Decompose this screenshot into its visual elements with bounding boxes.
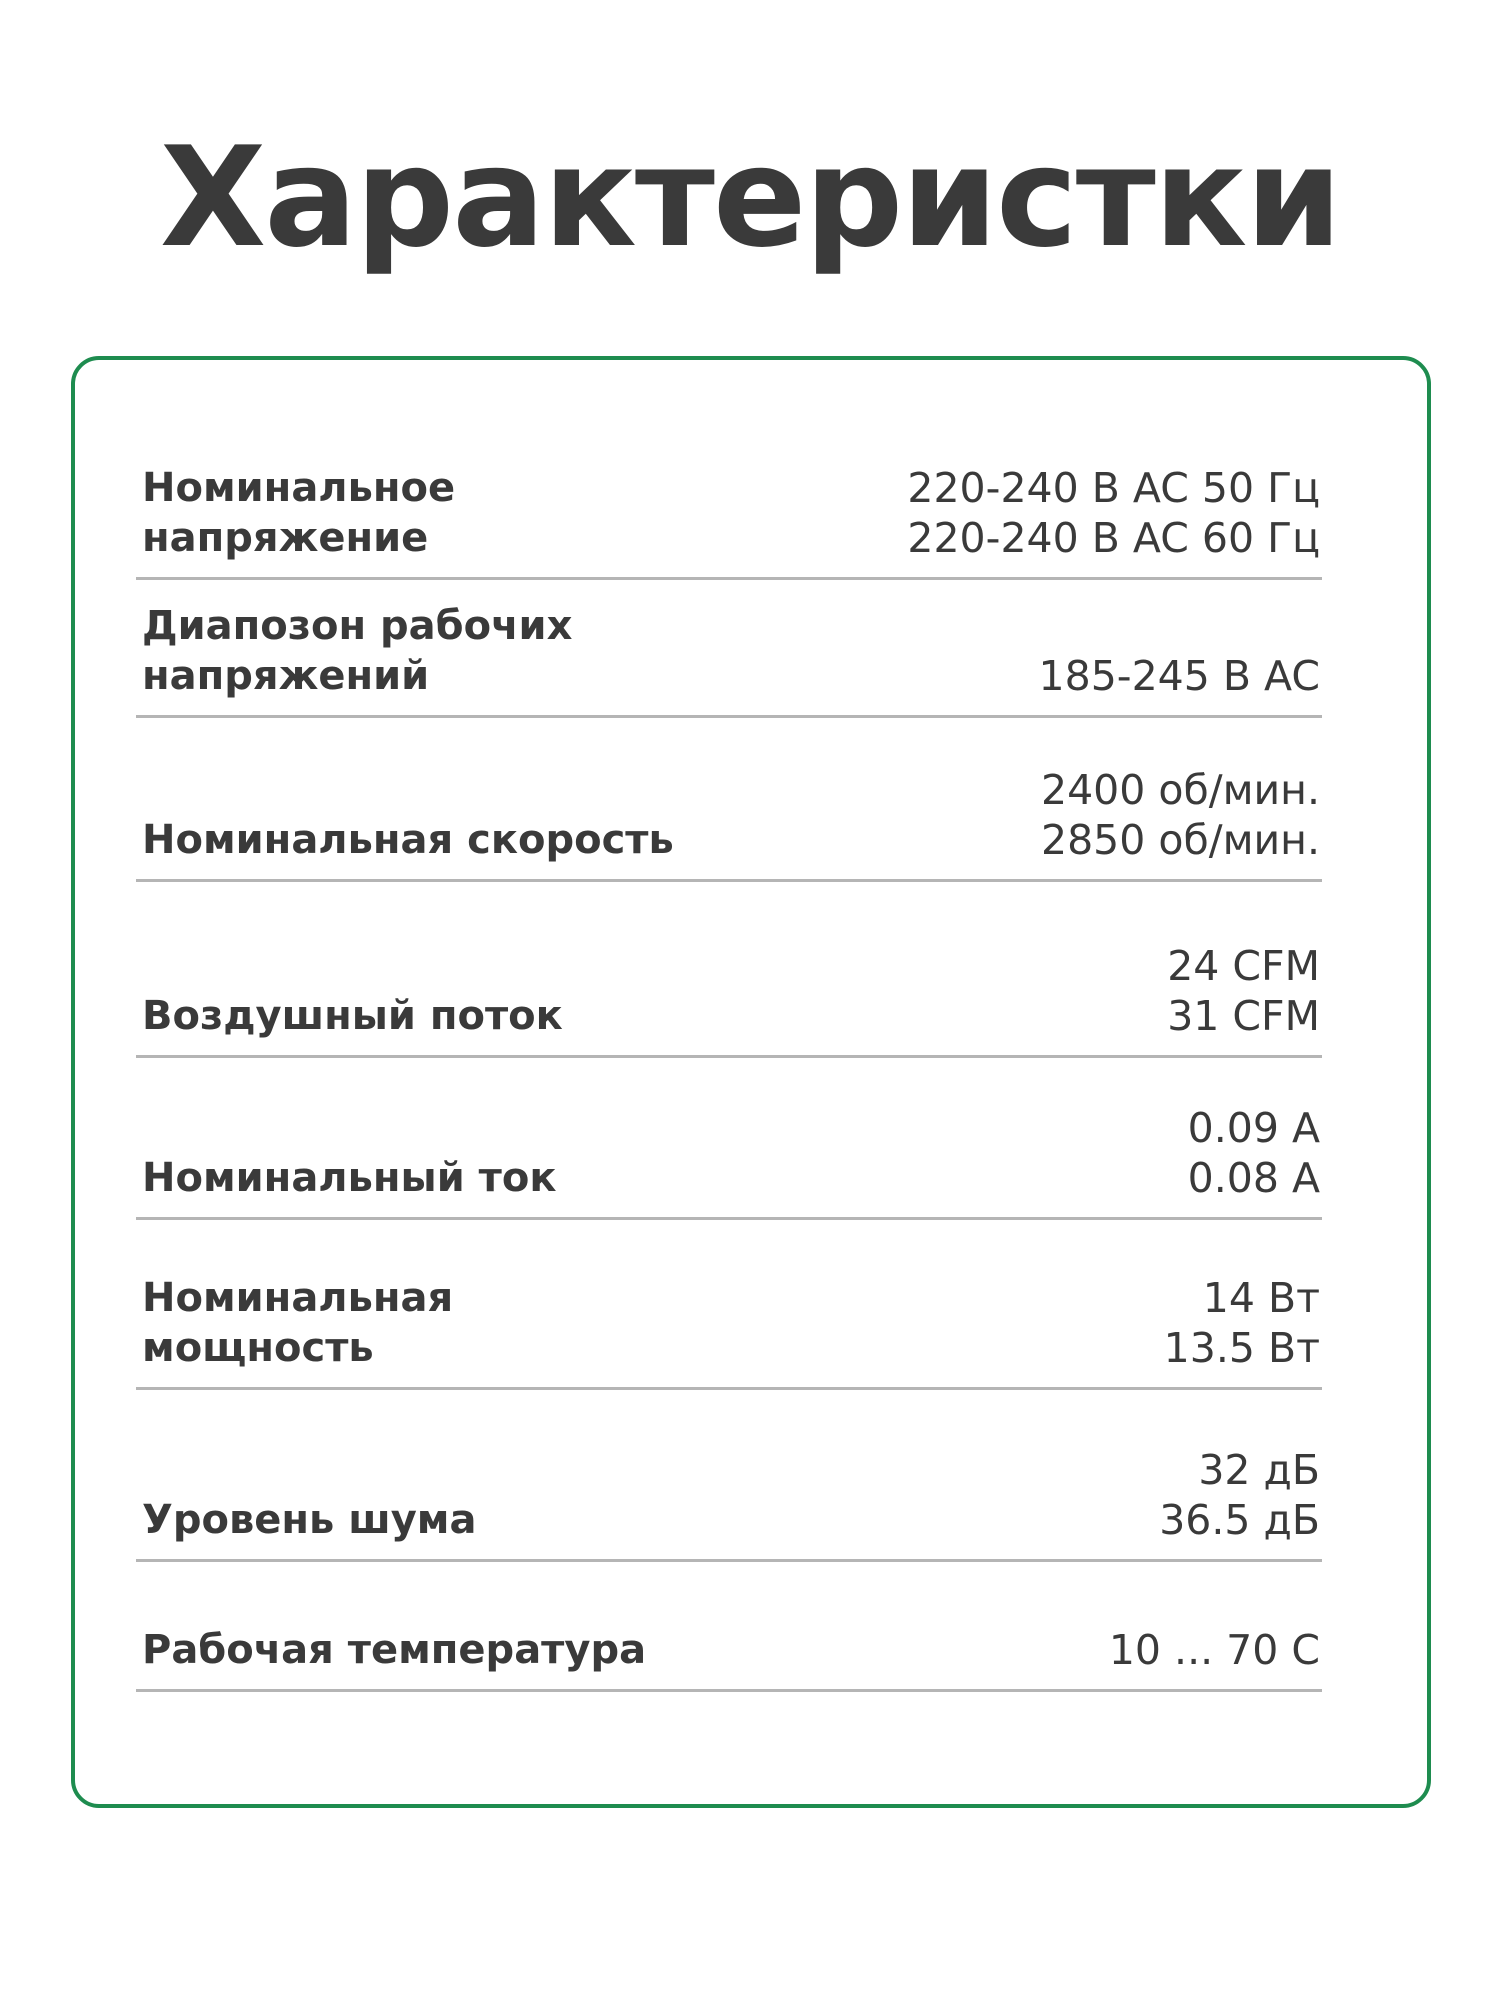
spec-value-line: 24 CFM (1167, 942, 1320, 990)
spec-label-line: Номинальный ток (142, 1155, 557, 1201)
spec-label (142, 815, 674, 865)
spec-value-line: 31 CFM (1167, 992, 1320, 1040)
spec-value (1041, 765, 1320, 865)
spec-value-line: 220-240 В AC 50 Гц (907, 464, 1320, 512)
spec-label-line: Номинальное (142, 465, 456, 511)
spec-label-line: Номинальная скорость (142, 817, 674, 863)
spec-row-rated-speed (136, 718, 1322, 882)
spec-value-line: 220-240 В AC 60 Гц (907, 514, 1320, 562)
spec-value-line: 14 Вт (1202, 1274, 1320, 1322)
spec-value (907, 463, 1320, 563)
spec-value (1164, 1273, 1320, 1373)
spec-value-line: 36.5 дБ (1159, 1496, 1320, 1544)
spec-row-airflow (136, 882, 1322, 1058)
spec-label (142, 463, 455, 563)
spec-row-rated-voltage (136, 420, 1322, 580)
spec-label (142, 601, 572, 701)
spec-row-rated-power (136, 1220, 1322, 1390)
spec-label-line: Диапозон рабочих (142, 603, 573, 649)
spec-row-rated-current (136, 1058, 1322, 1220)
spec-label-line: Уровень шума (142, 1497, 477, 1543)
spec-value (1188, 1103, 1320, 1203)
spec-label-line: мощность (142, 1325, 374, 1371)
spec-row-operating-voltage-range (136, 580, 1322, 718)
spec-label-line: Воздушный поток (142, 993, 563, 1039)
spec-value-line: 185-245 В AC (1038, 652, 1320, 700)
spec-value-line: 32 дБ (1198, 1446, 1320, 1494)
spec-label (142, 1495, 477, 1545)
spec-row-operating-temperature (136, 1562, 1322, 1692)
spec-value-line: 2400 об/мин. (1041, 766, 1320, 814)
spec-label-line: напряжение (142, 515, 429, 561)
spec-label-line: Номинальная (142, 1275, 454, 1321)
spec-row-noise-level (136, 1390, 1322, 1562)
spec-value-line: 13.5 Вт (1163, 1324, 1320, 1372)
spec-value (1159, 1445, 1320, 1545)
spec-value-line: 2850 об/мин. (1041, 816, 1320, 864)
spec-value-line: 10 ... 70 С (1108, 1626, 1320, 1674)
spec-value (1039, 651, 1320, 701)
spec-label-line: Рабочая температура (142, 1627, 647, 1673)
spec-value (1109, 1625, 1320, 1675)
spec-value-line: 0.09 А (1187, 1104, 1320, 1152)
spec-value-line: 0.08 А (1187, 1154, 1320, 1202)
spec-label (142, 1625, 646, 1675)
spec-label-line: напряжений (142, 653, 430, 699)
spec-label (142, 1153, 556, 1203)
spec-label (142, 991, 563, 1041)
spec-label (142, 1273, 453, 1373)
page-title: Характеристки (159, 117, 1341, 278)
spec-value (1167, 941, 1320, 1041)
